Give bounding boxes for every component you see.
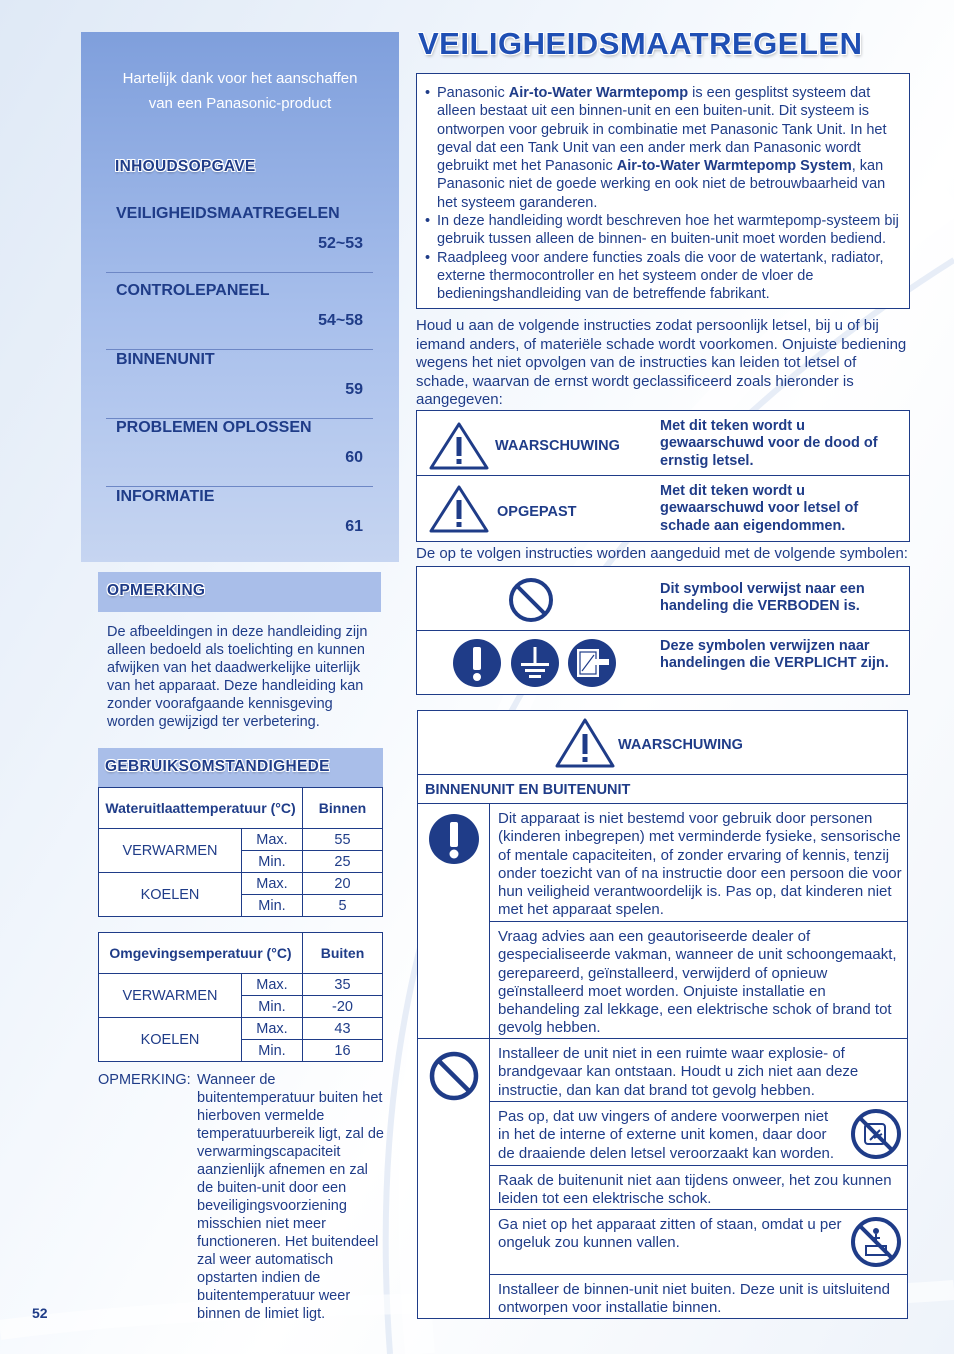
no-hands-in-fan-icon [850, 1108, 902, 1160]
mode-cell: KOELEN [99, 1018, 242, 1062]
max-label: Max. [242, 873, 303, 895]
max-value: 20 [303, 873, 383, 895]
prohibited-icon [508, 577, 554, 623]
symbol-text: Dit symbool verwijst naar een handeling die VERBODEN is. [660, 581, 865, 615]
warning-item [490, 1275, 908, 1319]
warning-box-header [418, 711, 908, 775]
toc-label: BINNENUNIT [116, 351, 215, 368]
ambient-table [98, 932, 383, 1062]
table-header: Omgevingsemperatuur (°C) [99, 933, 303, 974]
note-title: OPMERKING [107, 582, 206, 599]
min-label: Min. [242, 895, 303, 917]
table-col-header: Binnen [303, 788, 383, 829]
icon-group-divider [418, 1038, 490, 1039]
warning-item [490, 804, 908, 922]
section-header [418, 775, 908, 804]
remark-text: Wanneer de buitentemperatuur buiten het hierboven vermelde temperatuurbereik ligt, zal de verwarmingscapaciteit aanzienlijk afnemen en zal de buiten-unit door een beveiligingsvoorziening misschien niet meer functioneren. Het buitendeel zal weer automatisch opstarten indien de buitentemperatuur weer binnen de limiet ligt. [197, 1072, 384, 1322]
table-col-header: Buiten [303, 933, 383, 974]
warning-item-text: Installeer de binnen-unit niet buiten. Deze unit is uitsluitend ontworpen voor installatie binnen. [498, 1281, 890, 1317]
warning-item-text: Raak de buitenunit niet aan tijdens onweer, het zou kunnen leiden tot een elektrische schok. [498, 1172, 892, 1208]
symbol-row-prohibited [417, 567, 909, 631]
toc-label: CONTROLEPANEEL [116, 282, 270, 299]
prohibited-icon [428, 1050, 480, 1102]
warning-item [490, 1166, 908, 1210]
min-label: Min. [242, 851, 303, 873]
level-label: WAARSCHUWING [495, 438, 620, 454]
min-label: Min. [242, 1040, 303, 1062]
toc-pages: 52~53 [318, 235, 363, 252]
toc-item-informatie[interactable] [106, 488, 373, 556]
intro-bullet-1 [427, 84, 901, 212]
toc-label: PROBLEMEN OPLOSSEN [116, 419, 312, 436]
toc-item-veiligheidsmaatregelen[interactable] [106, 205, 373, 273]
water-outlet-table [98, 787, 383, 917]
no-standing-on-unit-icon [850, 1216, 902, 1268]
page-title: VEILIGHEIDSMAATREGELEN [418, 26, 863, 61]
sidebar-panel [81, 32, 399, 562]
mandatory-exclamation-icon [452, 638, 502, 688]
warning-item [490, 1039, 908, 1102]
severity-levels-box [416, 410, 910, 542]
max-value: 43 [303, 1018, 383, 1040]
conditions-title: GEBRUIKSOMSTANDIGHEDE [105, 758, 330, 775]
page-number: 52 [32, 1305, 48, 1321]
toc-label: INFORMATIE [116, 488, 215, 505]
warning-item-text: Dit apparaat is niet bestemd voor gebruik door personen (kinderen inbegrepen) met verminderde fysieke, sensorische of mentale capaciteiten, of zonder ervaring of kennis, tenzij onder toezicht van of na instructie door een persoon die voor hun veiligheid verantwoordelijk is. Pas op, dat kinderen niet met het apparaat spelen. [498, 810, 902, 919]
thanks-line-2: van een Panasonic-product [148, 95, 332, 112]
warning-item-text: Vraag advies aan een geautoriseerde dealer of gespecialiseerde vakman, wanneer de unit schoongemaakt, gerepareerd, geïnstalleerd, verwijderd of opnieuw geïnstalleerd moet worden. Onjuiste installatie en behandeling zal lekkage, een elektrische schok of brand tot gevolg hebben. [498, 928, 897, 1037]
min-value: 5 [303, 895, 383, 917]
symbols-box [416, 566, 910, 695]
toc-pages: 61 [345, 518, 363, 535]
level-label: OPGEPAST [497, 504, 577, 520]
note-text: De afbeeldingen in deze handleiding zijn alleen bedoeld als toelichting en kunnen afwijken van het daadwerkelijke uiterlijk van het apparaat. Deze handleiding kan zonder voorafgaande kennisgeving worden gewijzigd ter verbetering. [107, 624, 368, 730]
bullet-text: , kan Panasonic niet de goede werking en ook niet de betrouwbaarheid van het systeem garanderen. [437, 158, 886, 211]
remark-label: OPMERKING: [98, 1072, 191, 1088]
intro-bullet-3: • Raadpleeg voor andere functies zoals die voor de watertank, radiator, externe thermocontroller en het systeem onder de vloer de bedieningshandleiding van de betreffende fabrikant. [427, 249, 901, 304]
mode-cell: KOELEN [99, 873, 242, 917]
level-row-caution [417, 476, 909, 542]
warning-box [417, 710, 908, 1319]
toc-pages: 54~58 [318, 312, 363, 329]
symbols-intro: De op te volgen instructies worden aangeduid met de volgende symbolen: [416, 545, 908, 562]
mode-cell: VERWARMEN [99, 974, 242, 1018]
warning-triangle-icon [428, 421, 490, 471]
mode-cell: VERWARMEN [99, 829, 242, 873]
conditions-header [98, 748, 383, 788]
min-value: 25 [303, 851, 383, 873]
min-label: Min. [242, 996, 303, 1018]
warning-item [490, 1102, 908, 1166]
warning-item-text: Pas op, dat uw vingers of andere voorwerpen niet in het de interne of externe unit komen, daar door de draaiende delen letsel veroorzaakt kan worden. [498, 1108, 835, 1162]
section-title: BINNENUNIT EN BUITENUNIT [425, 782, 631, 798]
min-value: -20 [303, 996, 383, 1018]
warning-triangle-icon [554, 717, 616, 769]
min-value: 16 [303, 1040, 383, 1062]
symbol-text: Deze symbolen verwijzen naar handelingen die VERPLICHT zijn. [660, 638, 889, 672]
system-name: Air-to-Water Warmtepomp System [616, 158, 852, 175]
toc-item-controlepaneel[interactable] [106, 282, 373, 350]
warning-item-text: Ga niet op het apparaat zitten of staan, omdat u per ongeluk zou kunnen vallen. [498, 1216, 842, 1252]
note-header [98, 572, 381, 612]
intro-bullets [427, 84, 901, 304]
toc-item-binnenunit[interactable] [106, 351, 373, 419]
bullet-text: Panasonic [437, 85, 509, 101]
level-text: Met dit teken wordt u gewaarschuwd voor de dood of ernstig letsel. [660, 418, 878, 469]
toc-title: INHOUDSOPGAVE [115, 158, 256, 175]
warning-item [490, 922, 908, 1039]
disconnect-power-icon [567, 638, 617, 688]
product-name: Air-to-Water Warmtepomp [508, 85, 689, 101]
caution-triangle-icon [428, 484, 490, 534]
warning-item-text: Installeer de unit niet in een ruimte waar explosie- of brandgevaar kan ontstaan. Houdt u zich niet aan deze instructie, dan kan dat brand tot gevolg hebben. [498, 1045, 859, 1099]
toc-item-problemen-oplossen[interactable] [106, 419, 373, 487]
level-text: Met dit teken wordt u gewaarschuwd voor letsel of schade aan eigendommen. [660, 483, 859, 534]
toc-pages: 59 [345, 381, 363, 398]
instructions-text: Houd u aan de volgende instructies zodat persoonlijk letsel, bij u of bij iemand anders, of materiële schade wordt voorkomen. Onjuiste bediening wegens het niet opvolgen van de instructies kan leiden tot letsel of schade, waarvan de ernst wordt geclassificeerd zoals hieronder is aangegeven: [416, 317, 907, 408]
bullet-text: is een gesplitst systeem dat alleen bestaat uit een binnen-unit en een buiten-unit. Dit systeem is ontworpen voor gebruik in combinatie met Panasonic Tank Unit. In het geval dat een Tank Unit van een ander merk dan Panasonic wordt gebruikt met het Panasonic [437, 85, 887, 175]
intro-bullet-2: • In deze handleiding wordt beschreven hoe het warmtepomp-systeem bij gebruik tussen alleen de binnen- en buiten-unit moet worden bediend. [427, 212, 901, 249]
max-label: Max. [242, 829, 303, 851]
max-value: 55 [303, 829, 383, 851]
intro-box [416, 73, 910, 309]
max-value: 35 [303, 974, 383, 996]
toc-label: VEILIGHEIDSMAATREGELEN [116, 205, 340, 222]
max-label: Max. [242, 1018, 303, 1040]
warning-item [490, 1210, 908, 1275]
thanks-line-1: Hartelijk dank voor het aanschaffen [122, 70, 358, 87]
symbol-row-mandatory [417, 631, 909, 695]
table-header: Wateruitlaattemperatuur (°C) [99, 788, 303, 829]
warning-box-title: WAARSCHUWING [618, 737, 743, 753]
max-label: Max. [242, 974, 303, 996]
toc-pages: 60 [345, 449, 363, 466]
mandatory-exclamation-icon [428, 813, 480, 865]
thanks-message [81, 66, 399, 116]
ground-connection-icon [510, 638, 560, 688]
level-row-warning [417, 411, 909, 476]
